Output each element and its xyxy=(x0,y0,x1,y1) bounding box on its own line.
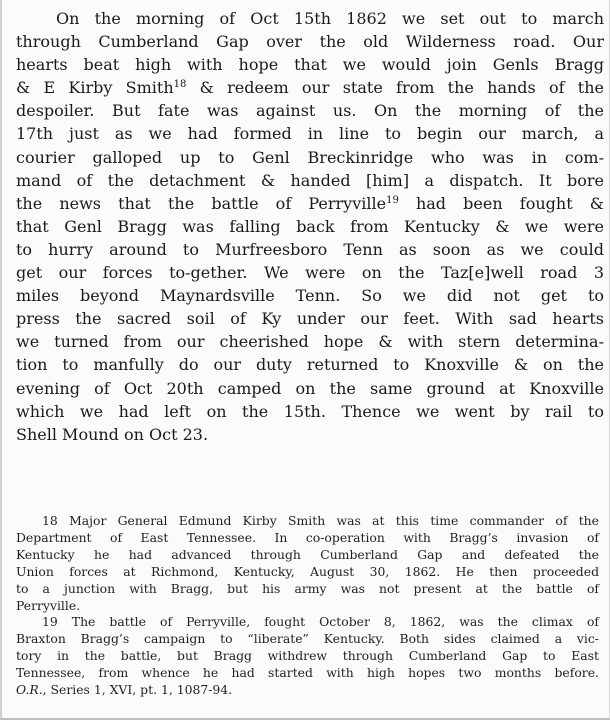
narrative-line: On the morning of Oct 15th 1862 we set out to march xyxy=(56,9,604,28)
narrative-text xyxy=(16,7,604,446)
footnote-18 xyxy=(16,513,599,614)
footnote-line: Perryville. xyxy=(16,597,81,613)
footnote-line: Kentucky he had advanced through Cumberland Gap and defeated the xyxy=(16,546,599,562)
narrative-line: we turned from our cheerished hope & with stern determina- xyxy=(16,332,604,352)
narrative-line: evening of Oct 20th camped on the same ground at Knoxville xyxy=(16,378,604,398)
footnote-line: Tennessee, from whence he had started with high hopes two months before. xyxy=(16,665,599,681)
narrative-line: through Cumberland Gap over the old Wilderness road. Our xyxy=(16,32,604,52)
narrative-line: which we had left on the 15th. Thence we went by rail to xyxy=(16,401,604,421)
narrative-line: press the sacred soil of Ky under our feet. With sad hearts xyxy=(16,309,604,329)
narrative-fragment: & redeem our state from the hands of the xyxy=(186,78,604,98)
narrative-fragment: had been fought & xyxy=(398,193,604,213)
footnote-fragment: Major General Edmund Kirby Smith was at this time commander of the xyxy=(57,513,599,528)
footnote-citation xyxy=(16,682,599,699)
footnote-line: to a junction with Bragg, but his army was not present at the battle of xyxy=(16,580,599,596)
narrative-line: courier galloped up to Genl Breckinridge who was in com- xyxy=(16,147,604,167)
footnote-number: 18 xyxy=(42,513,58,528)
footnote-line: Braxton Bragg’s campaign to “liberate” Kentucky. Both sides claimed a vic- xyxy=(16,631,599,647)
footnote-line: Union forces at Richmond, Kentucky, August 30, 1862. He then proceeded xyxy=(16,563,599,579)
narrative-line: 17th just as we had formed in line to begin our march, a xyxy=(16,124,604,144)
narrative-line xyxy=(16,192,604,215)
narrative-line: hearts beat high with hope that we would join Genls Bragg xyxy=(16,55,604,75)
footnote-19 xyxy=(16,614,599,699)
citation-detail: , Series 1, XVI, pt. 1, 1087-94. xyxy=(42,682,233,698)
footnote-line xyxy=(16,513,599,530)
narrative-fragment: the news that the battle of Perryville xyxy=(16,193,387,213)
narrative-fragment: & E Kirby Smith xyxy=(16,78,174,98)
footnote-line xyxy=(16,614,599,631)
footnote-ref-19[interactable]: 19 xyxy=(386,194,399,206)
footnote-line: Department of East Tennessee. In co-operation with Bragg’s invasion of xyxy=(16,529,599,545)
narrative-line: Shell Mound on Oct 23. xyxy=(16,424,209,444)
narrative-line: mand of the detachment & handed [him] a dispatch. It bore xyxy=(16,170,604,190)
footnote-number: 19 xyxy=(42,614,58,630)
footnote-fragment: The battle of Perryville, fought October 8, 1862, was the climax of xyxy=(57,614,599,630)
narrative-line: that Genl Bragg was falling back from Kentucky & we were xyxy=(16,216,604,236)
narrative-line: get our forces to-gether. We were on the Taz[e]well road 3 xyxy=(16,263,604,283)
narrative-line: tion to manfully do our duty returned to Knoxville & on the xyxy=(16,355,604,375)
narrative-line xyxy=(16,76,604,99)
narrative-line: miles beyond Maynardsville Tenn. So we did not get to xyxy=(16,286,604,306)
footnote-ref-18[interactable]: 18 xyxy=(173,79,187,91)
narrative-line: to hurry around to Murfreesboro Tenn as soon as we could xyxy=(16,239,604,259)
citation-title: O.R. xyxy=(16,682,43,698)
footnotes-section xyxy=(16,513,599,699)
footnote-line: tory in the battle, but Bragg withdrew through Cumberland Gap to East xyxy=(16,648,599,664)
narrative-line: despoiler. But fate was against us. On the morning of the xyxy=(16,101,604,121)
